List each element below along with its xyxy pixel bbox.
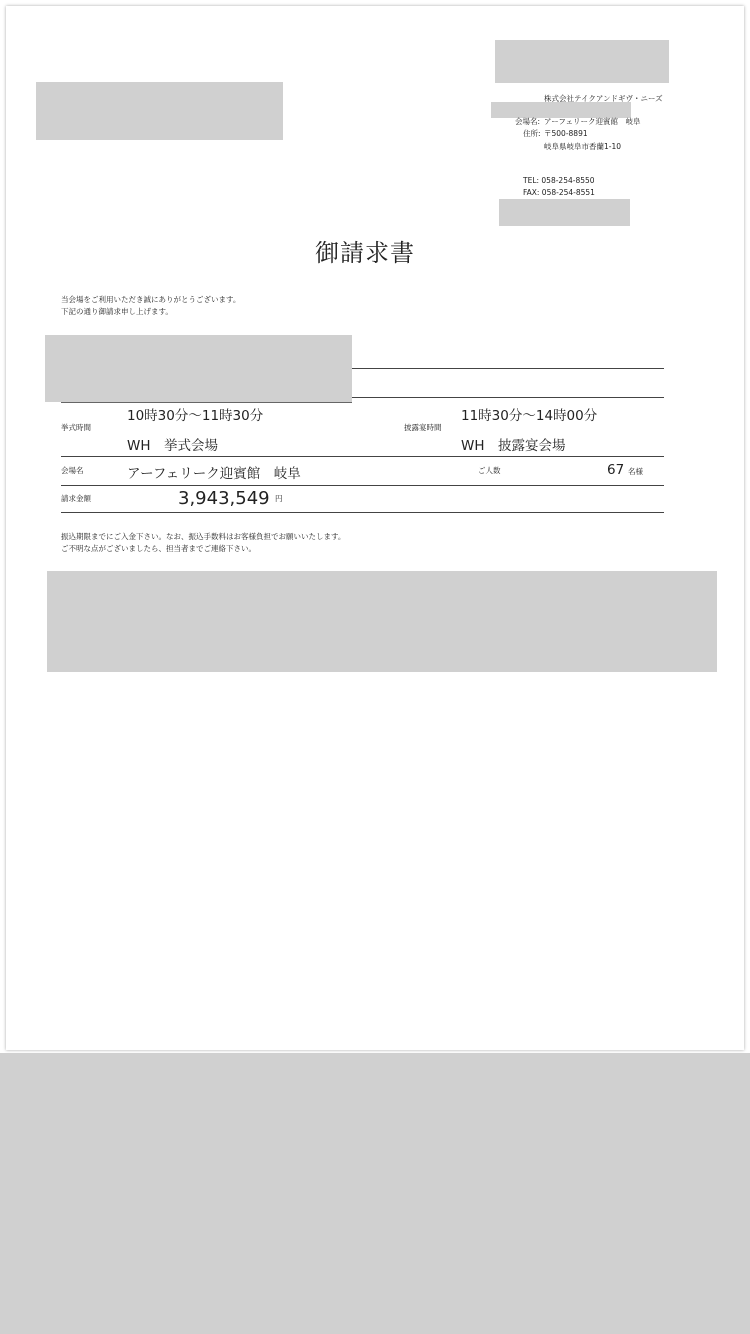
redacted-recipient <box>36 82 283 140</box>
note-line-2: ご不明な点がございましたら、担当者までご連絡下さい。 <box>61 544 256 553</box>
table-top-rule <box>61 402 352 403</box>
intro-line-2: 下記の通り御請求申し上げます。 <box>61 307 173 316</box>
company-venue-value: アーフェリーク迎賓館 岐阜 <box>544 117 641 126</box>
name-underline-2 <box>352 397 664 398</box>
note-line-1: 振込期限までにご入金下さい。なお、振込手数料はお客様負担でお願いいたします。 <box>61 532 346 541</box>
table-rule-3 <box>61 485 664 486</box>
company-tel: TEL: 058-254-8550 <box>523 176 595 185</box>
intro-line-1: 当会場をご利用いただき誠にありがとうございます。 <box>61 295 241 304</box>
name-underline-1 <box>352 368 664 369</box>
redacted-stamp <box>499 199 630 226</box>
company-address-label: 住所: <box>523 129 541 138</box>
redacted-line <box>491 102 631 118</box>
ceremony-time-value: 10時30分〜11時30分 <box>127 408 264 424</box>
guests-label: ご人数 <box>478 466 501 475</box>
amount-unit: 円 <box>275 494 283 503</box>
guests-unit: 名様 <box>628 467 643 476</box>
company-fax: FAX: 058-254-8551 <box>523 188 595 197</box>
redacted-bottom-area <box>0 1053 750 1334</box>
redacted-logo <box>495 40 669 83</box>
table-rule-2 <box>61 456 664 457</box>
reception-time-value: 11時30分〜14時00分 <box>461 408 598 424</box>
venue-label: 会場名 <box>61 466 84 475</box>
redacted-customer-name <box>45 335 352 402</box>
invoice-page <box>6 6 744 1050</box>
document-title: 御請求書 <box>315 239 415 267</box>
guests-value: 67 <box>607 462 625 478</box>
company-postal: 〒500-8891 <box>544 129 588 138</box>
reception-time-label: 披露宴時間 <box>404 423 442 432</box>
table-rule-4 <box>61 512 664 513</box>
company-venue-label: 会場名: <box>515 117 541 126</box>
ceremony-time-label: 挙式時間 <box>61 423 91 432</box>
redacted-bank-info <box>47 571 717 672</box>
amount-label: 請求金額 <box>61 494 91 503</box>
reception-room: WH 披露宴会場 <box>461 438 566 454</box>
venue-value: アーフェリーク迎賓館 岐阜 <box>127 466 301 482</box>
ceremony-room: WH 挙式会場 <box>127 438 218 454</box>
company-name: 株式会社テイクアンドギヴ・ニーズ <box>544 94 663 103</box>
amount-value: 3,943,549 <box>178 488 270 509</box>
company-address: 岐阜県岐阜市香蘭1-10 <box>544 142 622 151</box>
